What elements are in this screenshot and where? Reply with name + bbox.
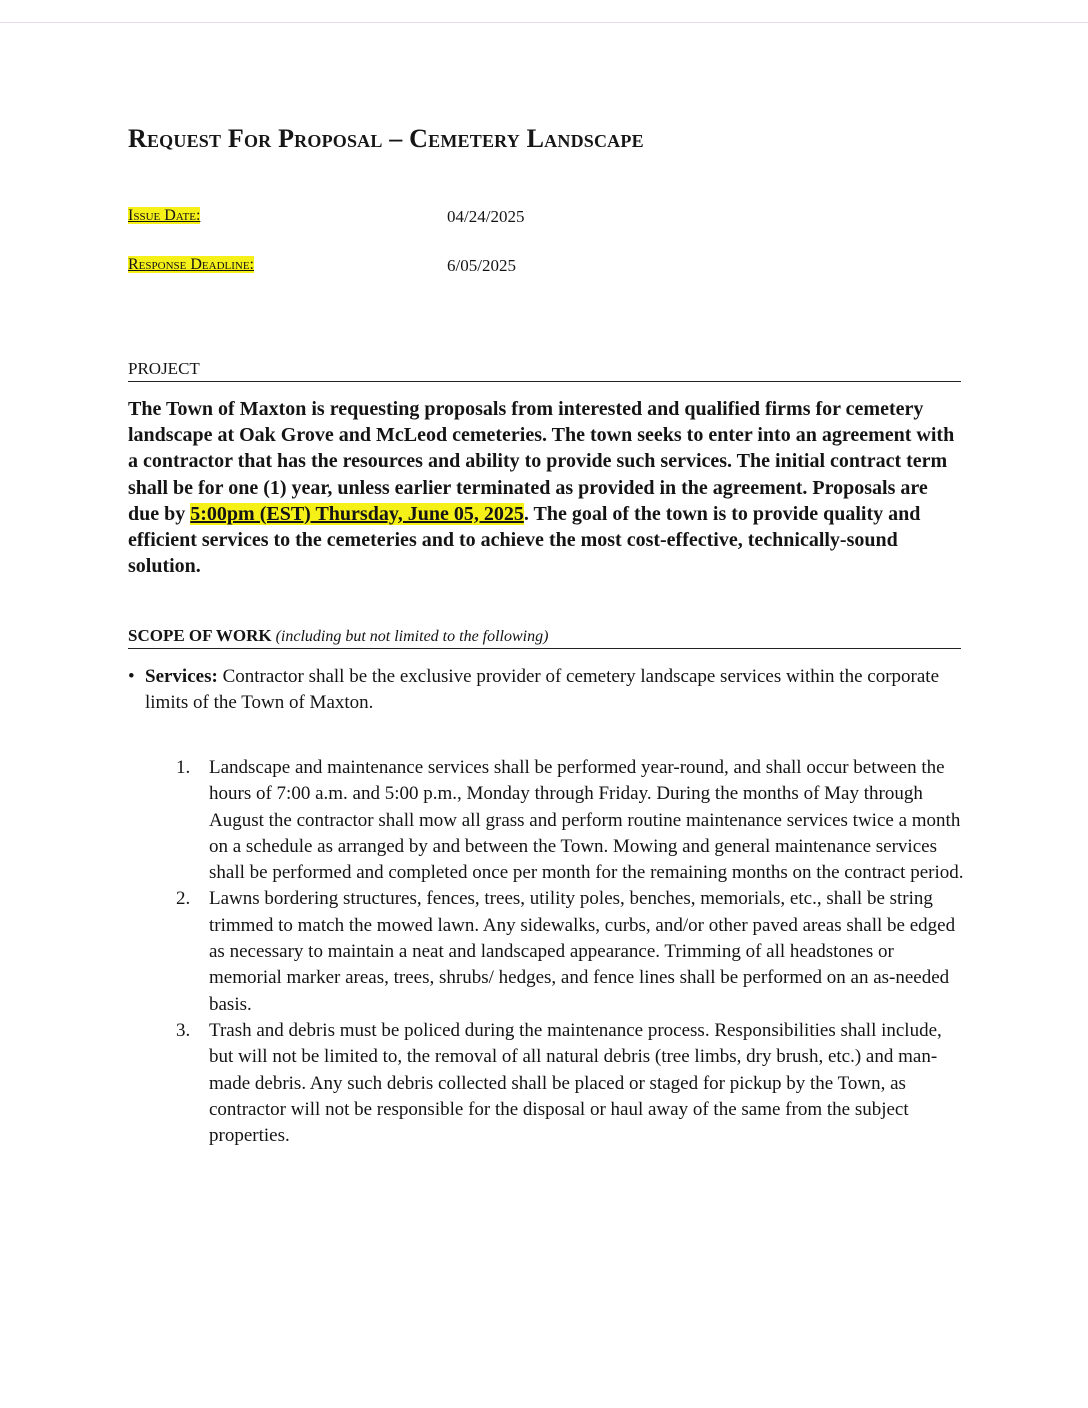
- scope-item-number: 1.: [176, 757, 191, 778]
- scope-item-text: Lawns bordering structures, fences, trees, utility poles, benches, memorials, etc., shall be string trimmed to match the mowed lawn. Any sidewalks, curbs, and/or other paved areas shall be edged as necessary to maintain a neat and landscaped appearance. Trimming of all headstones or memorial marker areas, trees, shrubs/ hedges, and fence lines shall be performed on an as-needed basis.: [209, 888, 956, 1015]
- services-bullet: [128, 664, 955, 716]
- scope-item-text: Trash and debris must be policed during the maintenance process. Responsibilities shall include, but will not be limited to, the removal of all natural debris (tree limbs, dry brush, etc.) and man-made debris. Any such debris collected shall be placed or staged for pickup by the Town, as contractor will not be responsible for the disposal or haul away of the same from the subject properties.: [209, 1019, 942, 1147]
- project-description: [128, 396, 961, 579]
- issue-date-value: 04/24/2025: [447, 207, 525, 226]
- project-heading: [128, 359, 961, 382]
- proposal-deadline-highlight: 5:00pm (EST) Thursday, June 05, 2025: [190, 502, 524, 525]
- scope-item-number: 2.: [176, 888, 191, 910]
- services-text: Contractor shall be the exclusive provider of cemetery landscape services within the corporate limits of the Town of Maxton.: [145, 666, 940, 713]
- project-heading-text: PROJECT: [128, 359, 200, 378]
- scope-heading-note: (including but not limited to the following): [275, 628, 549, 645]
- project-text-goal: . The goal of the town is to provide quality and efficient services to the cemeteries and to achieve the most cost-effective, technically-sound solution.: [128, 502, 921, 578]
- issue-date-label: [128, 207, 200, 225]
- response-deadline-label: [128, 256, 254, 274]
- page-top-edge: [0, 22, 1088, 23]
- document-title: Request For Proposal – Cemetery Landscape: [128, 124, 644, 153]
- scope-item: [176, 755, 966, 886]
- scope-items-list: [176, 755, 966, 1149]
- scope-of-work-heading: [128, 626, 961, 649]
- bullet-icon: •: [128, 666, 135, 687]
- scope-item: [176, 1018, 966, 1149]
- scope-item-text: Landscape and maintenance services shall be performed year-round, and shall occur between the hours of 7:00 a.m. and 5:00 p.m., Monday through Friday. During the months of May through August the contractor shall mow all grass and perform routine maintenance services twice a month on a schedule as arranged by and between the Town. Mowing and general maintenance services shall be performed and completed once per month for the remaining months on the contract period.: [209, 757, 964, 884]
- issue-date-label-text: Issue Date:: [128, 207, 201, 224]
- response-deadline-value: 6/05/2025: [447, 256, 516, 275]
- response-deadline-label-text: Response Deadline:: [128, 256, 255, 273]
- scope-item-number: 3.: [176, 1019, 191, 1041]
- scope-item: [176, 886, 966, 1017]
- project-text-intro: The Town of Maxton is requesting proposals from interested and qualified firms for cemetery landscape at Oak Grove and McLeod cemeteries. The town seeks to enter into an agreement with a contractor that has the resources and ability to provide such services. The initial contract term shall be for one (1) year, unless earlier terminated as provided in the agreement. Proposals are due by: [128, 398, 955, 525]
- services-label: Services:: [145, 666, 218, 687]
- scope-heading-text: SCOPE OF WORK: [128, 626, 272, 645]
